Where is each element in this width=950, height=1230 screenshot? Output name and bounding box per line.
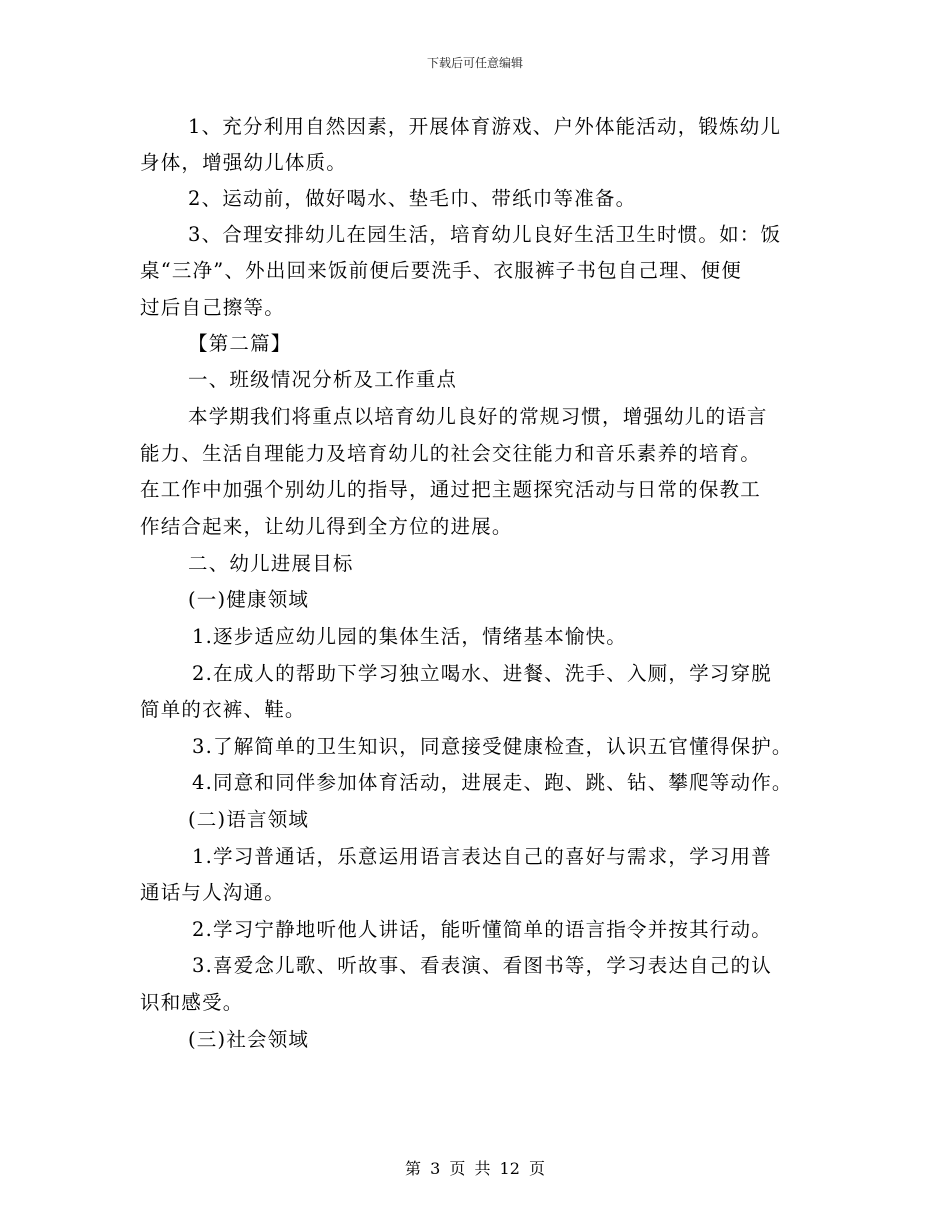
body-line: 识和感受。 (140, 991, 244, 1014)
body-line: 过后自己擦等。 (140, 296, 285, 319)
list-item: 1.逐步适应幼儿园的集体生活，情绪基本愉快。 (192, 625, 628, 648)
list-item: 3.喜爱念儿歌、听故事、看表演、看图书等，学习表达自己的认 (192, 954, 772, 977)
body-line: 2、运动前，做好喝水、垫毛巾、带纸巾等准备。 (188, 187, 637, 210)
subsection-heading: (二)语言领域 (188, 808, 310, 831)
body-line: 简单的衣裤、鞋。 (140, 698, 306, 721)
body-line: 通话与人沟通。 (140, 881, 285, 904)
page-header-note: 下载后可任意编辑 (426, 56, 523, 70)
body-line: 身体，增强幼儿体质。 (140, 151, 348, 174)
body-line: 作结合起来，让幼儿得到全方位的进展。 (140, 515, 513, 538)
list-item: 1.学习普通话，乐意运用语言表达自己的喜好与需求，学习用普 (192, 845, 772, 868)
list-item: 2.在成人的帮助下学习独立喝水、进餐、洗手、入厕，学习穿脱 (192, 662, 772, 685)
section-title: 【第二篇】 (188, 332, 292, 355)
body-line: 在工作中加强个别幼儿的指导，通过把主题探究活动与日常的保教工 (140, 478, 762, 501)
subsection-heading: (一)健康领域 (188, 588, 310, 611)
body-line: 1、充分利用自然因素，开展体育游戏、户外体能活动，锻炼幼儿 (188, 115, 782, 138)
subsection-heading: (三)社会领域 (188, 1028, 310, 1051)
section-heading: 一、班级情况分析及工作重点 (188, 368, 458, 391)
body-line: 桌“三净”、外出回来饭前便后要洗手、衣服裤子书包自己理、便便 (140, 259, 742, 282)
list-item: 2.学习宁静地听他人讲话，能听懂简单的语言指令并按其行动。 (192, 918, 772, 941)
page-number: 第 3 页 共 12 页 (405, 1159, 545, 1178)
list-item: 3.了解简单的卫生知识，同意接受健康检查，认识五官懂得保护。 (192, 735, 793, 758)
body-line: 能力、生活自理能力及培育幼儿的社会交往能力和音乐素养的培育。 (140, 442, 762, 465)
section-heading: 二、幼儿进展目标 (188, 552, 354, 575)
body-line: 3、合理安排幼儿在园生活，培育幼儿良好生活卫生时惯。如：饭 (188, 223, 782, 246)
list-item: 4.同意和同伴参加体育活动，进展走、跑、跳、钻、攀爬等动作。 (192, 771, 793, 794)
body-line: 本学期我们将重点以培育幼儿良好的常规习惯，增强幼儿的语言 (188, 405, 768, 428)
